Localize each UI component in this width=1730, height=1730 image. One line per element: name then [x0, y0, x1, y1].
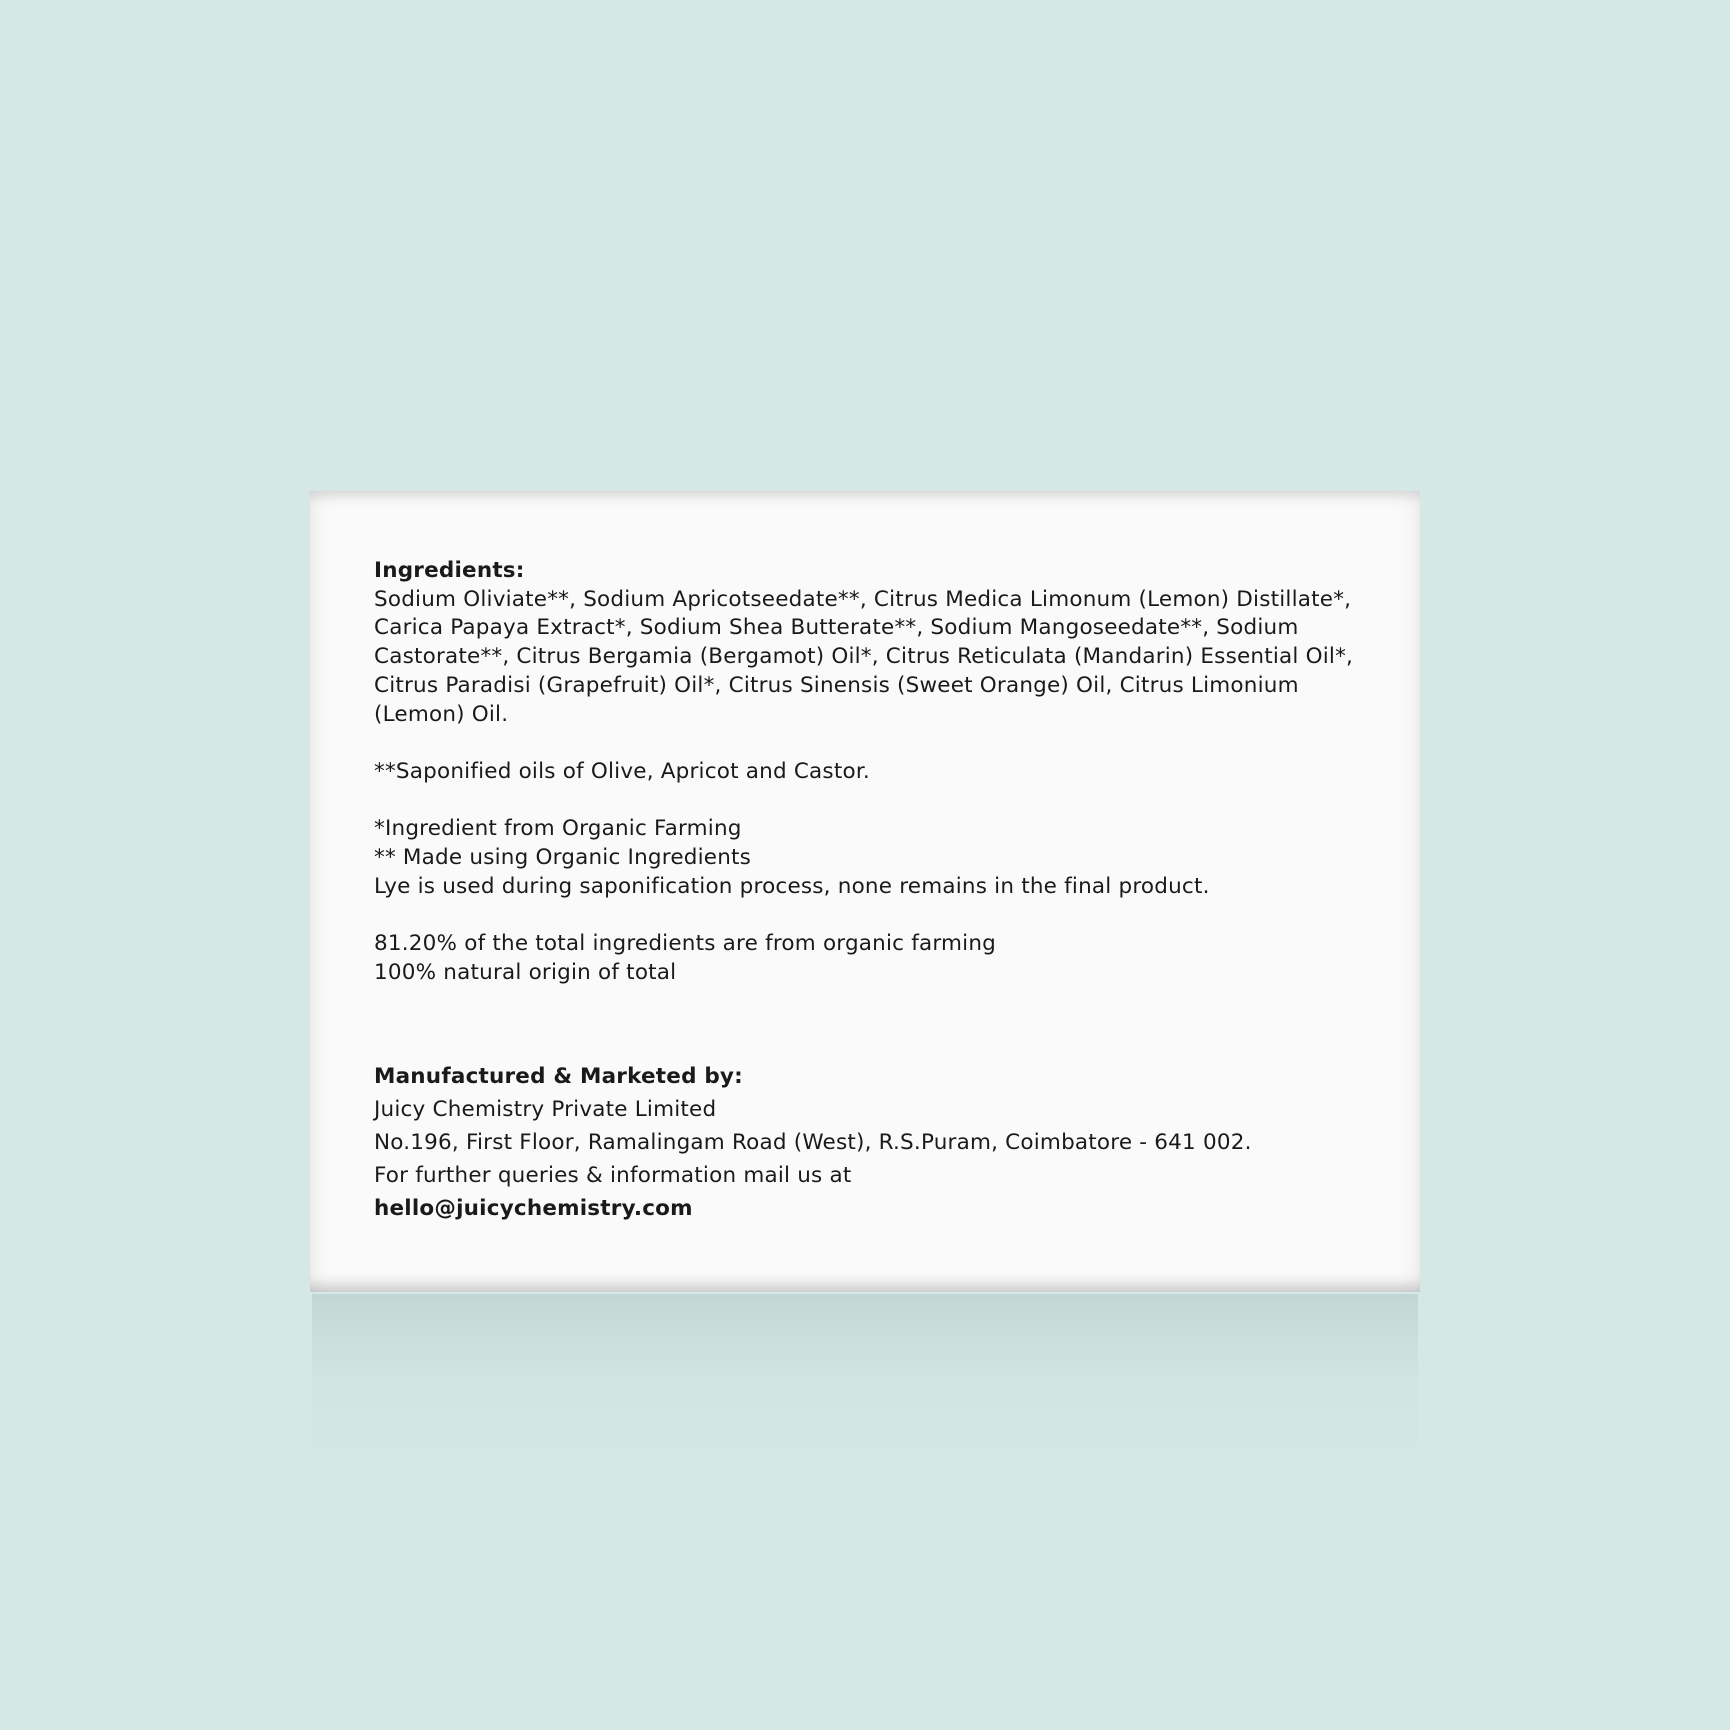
contact-email: hello@juicychemistry.com [374, 1196, 693, 1221]
organic-ingredients-note: ** Made using Organic Ingredients [374, 845, 752, 870]
lye-note: Lye is used during saponification process, none remains in the final product. [374, 873, 1210, 899]
organic-percentage: 81.20% of the total ingredients are from organic farming [374, 931, 997, 957]
saponified-note: **Saponified oils of Olive, Apricot and Castor. [374, 758, 870, 784]
manufacturer-heading: Manufactured & Marketed by: [374, 1064, 743, 1089]
ingredients-list: Sodium Oliviate**, Sodium Apricotseedate**, Citrus Medica Limonum (Lemon) Distillate*, Carica Papaya Extract*, Sodium Shea Butterate**, Sodium Mangoseedate**, Sodium Castorate**, Citrus Bergamia (Bergamot) Oil*, Citrus Reticulata (Mandarin) Essential Oil*, Citrus Paradisi (Grapefruit) Oil*, Citrus Sinensis (Sweet Orange) Oil, Citrus Limonium (Lemon) Oil. [374, 586, 1354, 727]
natural-origin: 100% natural origin of total [374, 959, 677, 985]
ingredients-heading: Ingredients: [374, 558, 525, 583]
label-reflection [312, 1294, 1418, 1484]
ingredients-section [374, 557, 1374, 988]
company-name: Juicy Chemistry Private Limited [374, 1097, 717, 1122]
company-address: No.196, First Floor, Ramalingam Road (West), R.S.Puram, Coimbatore - 641 002. [374, 1130, 1252, 1155]
organic-farming-note: *Ingredient from Organic Farming [374, 816, 742, 842]
manufacturer-section [374, 1060, 1374, 1225]
queries-text: For further queries & information mail us at [374, 1163, 852, 1188]
ingredients-label-card [310, 491, 1420, 1292]
